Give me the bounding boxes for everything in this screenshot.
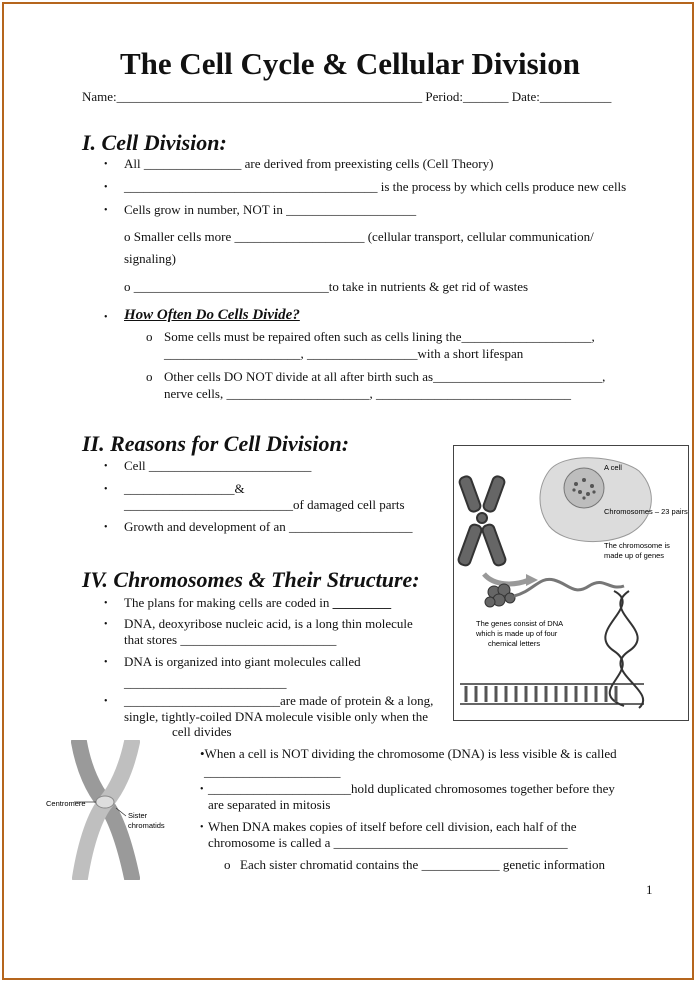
divide-often-item-1-cont: _____________________, _________________with a short lifespan (164, 346, 524, 361)
chromosomes-item-2: DNA, deoxyribose nucleic acid, is a long thin molecule (124, 616, 413, 631)
chromosomes-item-4-cont: single, tightly-coiled DNA molecule visible only when the (124, 709, 429, 724)
sister-chromatids-figure (44, 740, 166, 880)
bullet-icon: • (104, 461, 108, 472)
bullet-icon: • (200, 784, 204, 795)
reasons-item-3: Growth and development of an ___________________ (124, 519, 413, 534)
chromosome-note-2-cont: are separated in mitosis (208, 797, 331, 812)
label-a-cell: A cell (604, 463, 622, 472)
subheading-how-often: How Often Do Cells Divide? (124, 307, 300, 323)
bullet-icon: • (104, 484, 108, 495)
cell-division-subitem-1-cont: signaling) (124, 251, 176, 266)
label-genes-dna-3: chemical letters (488, 639, 541, 648)
chromosome-note-1: •When a cell is NOT dividing the chromosome (DNA) is less visible & is called (200, 746, 617, 761)
divide-often-item-2: Other cells DO NOT divide at all after birth such as__________________________, (164, 369, 606, 384)
label-genes-dna-1: The genes consist of DNA (476, 619, 564, 628)
bullet-icon: • (200, 822, 204, 833)
section-heading-chromosomes: IV. Chromosomes & Their Structure: (82, 567, 420, 592)
bullet-icon: • (104, 696, 108, 707)
gene-beads (485, 584, 515, 607)
cell-division-subitem-2: o ______________________________to take in nutrients & get rid of wastes (124, 279, 529, 294)
chromosome-note-3-cont: chromosome is called a ____________________________________ (208, 835, 568, 850)
label-made-of-genes-2: made up of genes (604, 551, 665, 560)
bullet-icon: • (104, 159, 108, 170)
chromosomes-item-1 (124, 595, 391, 611)
cell-division-item-2: _______________________________________ is the process by which cells produce new cells (124, 179, 627, 194)
chromosomes-item-3-cont: _________________________ (124, 675, 287, 690)
label-centromere: Centromere (46, 799, 86, 808)
chromosome-note-3: When DNA makes copies of itself before cell division, each half of the (208, 819, 577, 834)
circle-bullet-icon: o (146, 369, 153, 384)
label-chromosomes-pairs: Chromosomes – 23 pairs (604, 507, 688, 516)
bullet-icon: • (104, 522, 108, 533)
page-number: 1 (646, 882, 653, 897)
nucleus-shape (564, 468, 604, 508)
chromosome-note-1-cont: _____________________ (204, 764, 341, 779)
reasons-item-2: _________________& (124, 481, 245, 496)
bullet-icon: • (104, 619, 108, 630)
bullet-icon: • (104, 205, 108, 216)
chromosomes-item-1-text: The plans for making cells are coded in (124, 595, 333, 610)
chromosomes-item-4: ________________________are made of protein & a long, (124, 693, 434, 708)
bullet-icon: • (104, 182, 108, 193)
dna-ladder-rungs (466, 686, 616, 702)
dna-structure-illustration (454, 446, 690, 722)
circle-bullet-icon: o (146, 329, 153, 344)
circle-bullet-icon: o (224, 857, 231, 872)
chromosome-x-shape (457, 475, 507, 567)
cell-division-item-3: Cells grow in number, NOT in ____________________ (124, 202, 417, 217)
bullet-icon: • (104, 598, 108, 609)
chromosomes-item-3: DNA is organized into giant molecules called (124, 654, 361, 669)
chromosomes-item-1-blank: _________ (332, 595, 392, 610)
label-made-of-genes-1: The chromosome is (604, 541, 670, 550)
cell-division-subitem-1: o Smaller cells more ____________________ (cellular transport, cellular communication/ (124, 229, 594, 244)
section-heading-reasons: II. Reasons for Cell Division: (82, 431, 350, 456)
chromosomes-item-4-cont2: cell divides (172, 724, 232, 739)
cell-division-item-1: All _______________ are derived from preexisting cells (Cell Theory) (124, 156, 494, 171)
sister-chromatids-illustration (44, 740, 166, 880)
label-sister-1: Sister (128, 811, 148, 820)
divide-often-item-1: Some cells must be repaired often such as cells lining the____________________, (164, 329, 595, 344)
reasons-item-1: Cell _________________________ (124, 458, 312, 473)
section-heading-cell-division: I. Cell Division: (82, 130, 227, 155)
bullet-icon: • (104, 657, 108, 668)
divide-often-item-2-cont: nerve cells, ______________________, ______________________________ (164, 386, 571, 401)
label-sister-2: chromatids (128, 821, 165, 830)
bullet-icon: • (104, 312, 108, 323)
page-title: The Cell Cycle & Cellular Division (119, 46, 581, 81)
dna-structure-figure (453, 445, 689, 721)
reasons-item-2-cont: __________________________of damaged cell parts (124, 497, 405, 512)
chromosomes-item-2-cont: that stores ________________________ (124, 632, 337, 647)
chromosome-note-2: ______________________hold duplicated chromosomes together before they (208, 781, 615, 796)
name-period-date-line: Name:_______________________________________________ Period:_______ Date:___________ (82, 89, 612, 104)
label-genes-dna-2: which is made up of four (476, 629, 558, 638)
chromosome-note-4: Each sister chromatid contains the ____________ genetic information (240, 857, 605, 872)
